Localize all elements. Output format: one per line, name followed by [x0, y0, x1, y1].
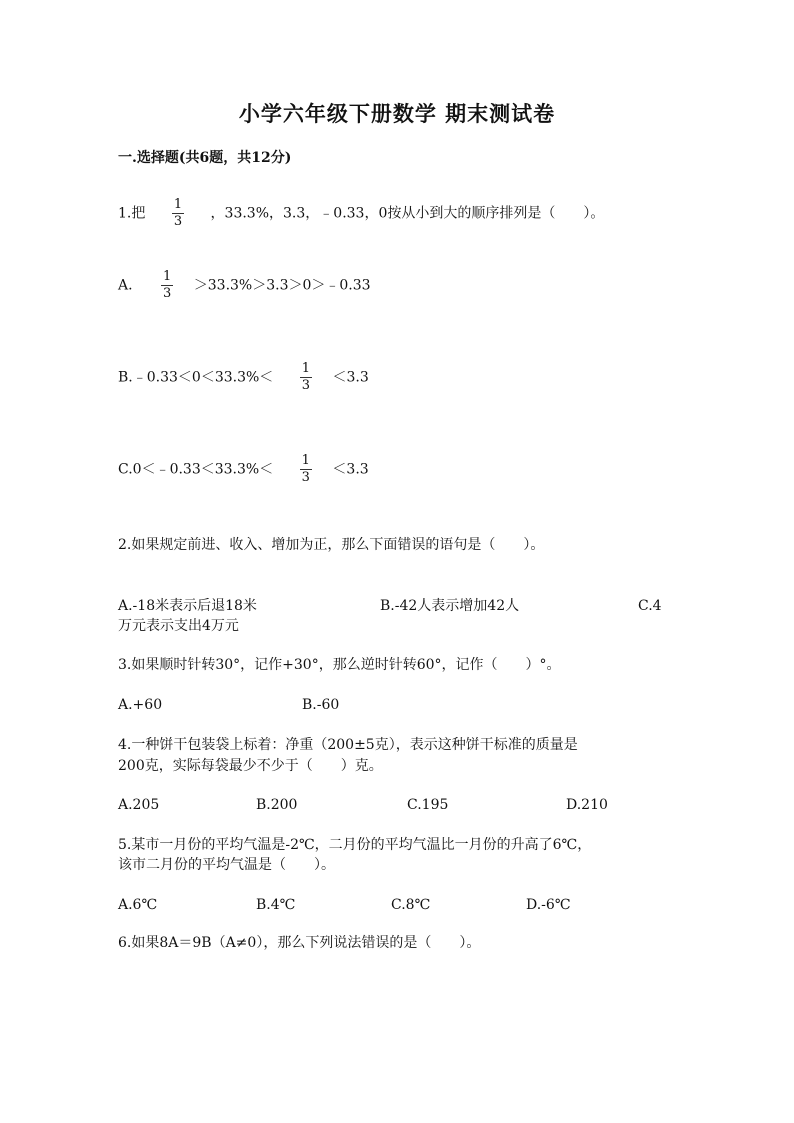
fraction-numerator: 1 [301, 361, 311, 376]
q1-suffix: ，33.3%，3.3，﹣0.33，0按从小到大的顺序排列是（ ）。 [210, 205, 605, 222]
question-4-stem-line-2: 200克，实际每袋最少不少于（ ）克。 [118, 758, 383, 774]
q5-option-d[interactable]: D.-6℃ [526, 897, 571, 913]
fraction-numerator: 1 [301, 453, 310, 468]
question-5-stem-line-1: 5.某市一月份的平均气温是-2℃，二月份的平均气温比一月份的升高了6℃， [118, 837, 592, 853]
fraction-denominator: 3 [301, 470, 310, 485]
fraction-numerator: 1 [173, 197, 183, 212]
q1-option-a[interactable] [118, 270, 371, 301]
q4-option-b[interactable]: B.200 [256, 797, 298, 813]
q1-fraction [172, 198, 184, 229]
q1-option-a-fraction [161, 270, 173, 301]
question-2-stem: 2.如果规定前进、收入、增加为正，那么下面错误的语句是（ ）。 [118, 537, 545, 553]
fraction-numerator: 1 [163, 269, 172, 284]
question-5-stem-line-2: 该市二月份的平均气温是（ ）。 [118, 857, 335, 873]
q3-option-b[interactable]: B.-60 [302, 697, 340, 713]
question-1-stem [118, 198, 604, 229]
q5-option-b[interactable]: B.4℃ [256, 897, 296, 913]
q2-option-a[interactable]: A.-18米表示后退18米 [118, 598, 257, 614]
option-text: ＞33.3%＞3.3＞0＞﹣0.33 [193, 277, 371, 294]
fraction-denominator: 3 [301, 378, 311, 393]
q1-option-b[interactable] [118, 362, 369, 393]
q5-option-c[interactable]: C.8℃ [391, 897, 431, 913]
fraction-denominator: 3 [173, 214, 183, 229]
fraction-denominator: 3 [163, 286, 172, 301]
question-4-stem-line-1: 4.一种饼干包装袋上标着：净重（200±5克），表示这种饼干标准的质量是 [118, 737, 578, 753]
option-text-end: ＜3.3 [332, 461, 369, 478]
q4-option-d[interactable]: D.210 [566, 797, 608, 813]
q2-option-c-continued: 万元表示支出4万元 [118, 618, 239, 634]
q1-option-b-fraction [300, 362, 312, 393]
option-label: A. [118, 277, 133, 294]
q2-option-b[interactable]: B.-42人表示增加42人 [380, 598, 520, 614]
option-text: B.﹣0.33＜0＜33.3%＜ [118, 369, 274, 386]
option-text-end: ＜3.3 [332, 369, 369, 386]
q5-option-a[interactable]: A.6℃ [118, 897, 158, 913]
q1-option-c-fraction [300, 454, 312, 485]
question-3-stem: 3.如果顺时针转30°，记作+30°，那么逆时针转60°，记作（ ）°。 [118, 657, 561, 673]
section-heading: 一.选择题(共6题，共12分) [118, 150, 292, 166]
question-6-stem: 6.如果8A＝9B（A≠0），那么下列说法错误的是（ ）。 [118, 935, 481, 951]
q1-option-c[interactable] [118, 454, 369, 485]
page-title: 小学六年级下册数学 期末测试卷 [238, 101, 556, 126]
q3-option-a[interactable]: A.+60 [118, 697, 163, 713]
option-text: C.0＜﹣0.33＜33.3%＜ [118, 461, 274, 478]
q4-option-c[interactable]: C.195 [407, 797, 449, 813]
q4-option-a[interactable]: A.205 [118, 797, 160, 813]
q2-option-c[interactable]: C.4 [638, 598, 662, 614]
q1-prefix: 1.把 [118, 205, 146, 222]
